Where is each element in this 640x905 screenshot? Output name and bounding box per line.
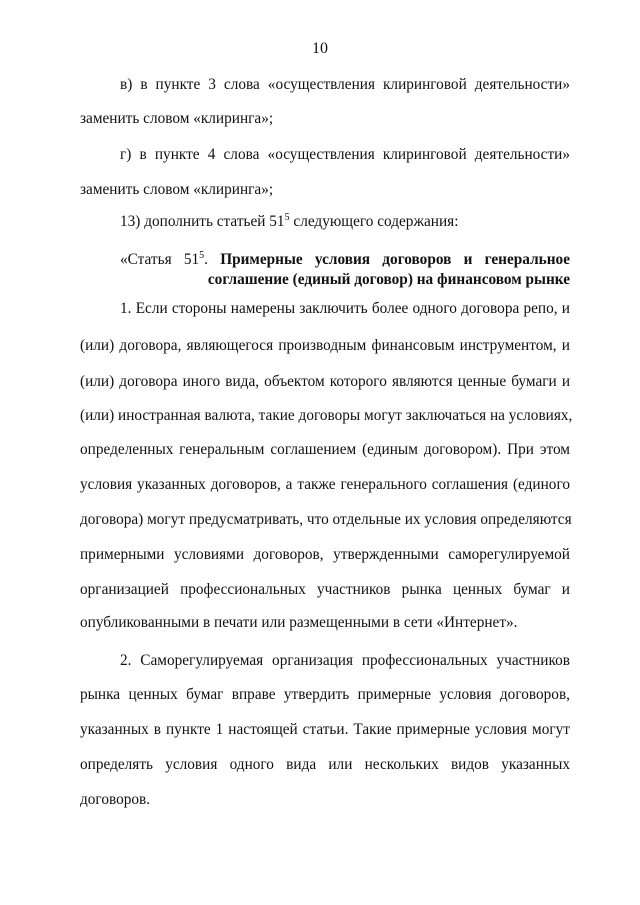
- item-13: [120, 213, 570, 231]
- item-13-text: 13) дополнить статьей 51: [120, 213, 285, 230]
- para1-line: договора) могут предусматривать, что отдельные их условия определяются: [80, 511, 572, 528]
- article-heading-line1: [120, 250, 570, 270]
- item-v-line1: в) в пункте 3 слова «осуществления клиринговой деятельности»: [120, 76, 570, 93]
- para1-line: определенных генеральным соглашением (единым договором). При этом: [80, 441, 570, 458]
- para1-line: (или) договора иного вида, объектом которого являются ценные бумаги и: [80, 373, 570, 390]
- para1-line: 1. Если стороны намерены заключить более одного договора репо, и: [120, 300, 570, 317]
- article-title-line1: Примерные условия договоров и генеральное: [207, 251, 570, 268]
- para2-line: 2. Саморегулируемая организация профессиональных участников: [120, 652, 570, 669]
- para1-line: (или) иностранная валюта, такие договоры могут заключаться на условиях,: [80, 407, 573, 424]
- item-13-text-end: следующего содержания:: [289, 213, 459, 230]
- para1-line: (или) договора, являющегося производным финансовым инструментом, и: [80, 337, 570, 354]
- article-dot: .: [204, 251, 208, 268]
- item-13-superscript: 5: [284, 211, 290, 223]
- article-heading: [120, 250, 570, 290]
- item-v-line2: заменить словом «клиринга»;: [80, 110, 274, 127]
- article-title-line2: соглашение (единый договор) на финансовом рынке: [207, 271, 570, 288]
- para2-line: определять условия одного вида или нескольких видов указанных: [80, 756, 570, 773]
- para1-line: организацией профессиональных участников рынка ценных бумаг и: [80, 581, 570, 598]
- para1-line: примерными условиями договоров, утвержденными саморегулируемой: [80, 546, 570, 563]
- para2-line: договоров.: [80, 791, 151, 808]
- para2-line: указанных в пункте 1 настоящей статьи. Такие примерные условия могут: [80, 721, 570, 738]
- article-superscript: 5: [199, 249, 205, 261]
- para1-line: условия указанных договоров, а также генерального соглашения (единого: [80, 476, 570, 493]
- item-g-line2: заменить словом «клиринга»;: [80, 181, 274, 198]
- para2-line: рынка ценных бумаг вправе утвердить примерные условия договоров,: [80, 686, 570, 703]
- article-prefix: «Статья 51: [120, 251, 200, 268]
- para1-line: опубликованными в печати или размещенными в сети «Интернет».: [80, 614, 518, 631]
- item-g-line1: г) в пункте 4 слова «осуществления клиринговой деятельности»: [120, 146, 570, 163]
- page-number: 10: [312, 40, 328, 57]
